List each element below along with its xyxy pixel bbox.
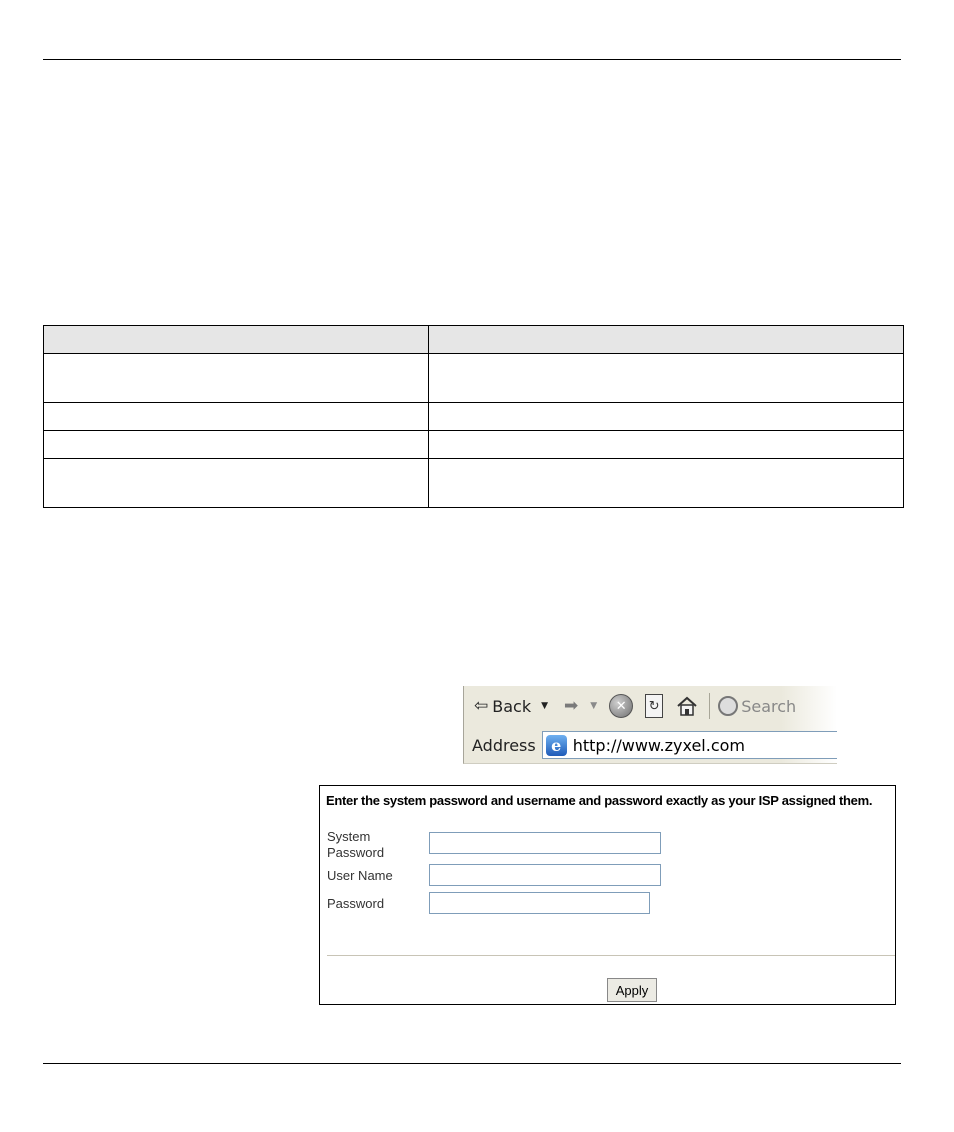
table-cell (44, 403, 429, 431)
user-name-input[interactable] (429, 864, 661, 886)
footer-rule (43, 1063, 901, 1064)
address-label: Address (472, 735, 536, 755)
internet-explorer-icon: e (546, 735, 567, 756)
table-row (44, 431, 904, 459)
table-row (44, 354, 904, 403)
user-name-label: User Name (327, 868, 393, 883)
system-password-label (327, 829, 384, 861)
search-label[interactable]: Search (741, 696, 797, 716)
back-arrow-icon: ⇦ (474, 696, 489, 716)
forward-button[interactable]: ➡ (564, 696, 579, 716)
table-cell (429, 431, 904, 459)
back-dropdown-icon[interactable]: ▼ (541, 701, 549, 711)
form-heading: Enter the system password and username and password exactly as your ISP assigned them. (326, 793, 873, 808)
table-cell (429, 459, 904, 508)
table-cell (44, 431, 429, 459)
password-input[interactable] (429, 892, 650, 914)
system-password-label-line1: System (327, 829, 371, 844)
home-icon[interactable] (675, 695, 699, 717)
form-divider (327, 955, 895, 956)
back-button[interactable] (474, 696, 531, 716)
search-icon[interactable] (718, 696, 738, 716)
toolbar-separator (709, 693, 710, 719)
browser-toolbar (464, 686, 837, 726)
refresh-icon[interactable]: ↻ (645, 694, 663, 718)
stop-icon[interactable]: ✕ (609, 694, 633, 718)
table-header-cell (429, 326, 904, 354)
table-cell (44, 459, 429, 508)
browser-toolbar-screenshot (463, 686, 837, 764)
apply-button[interactable]: Apply (607, 978, 657, 1002)
isp-login-form (319, 785, 896, 1005)
address-url: http://www.zyxel.com (572, 735, 745, 755)
forward-dropdown-icon[interactable]: ▼ (590, 701, 598, 711)
address-input[interactable] (542, 731, 837, 759)
address-bar (464, 729, 837, 761)
table-cell (44, 354, 429, 403)
system-password-label-line2: Password (327, 845, 385, 860)
table-row (44, 403, 904, 431)
table-cell (429, 354, 904, 403)
system-password-input[interactable] (429, 832, 661, 854)
header-rule (43, 59, 901, 60)
table-row (44, 459, 904, 508)
table-cell (429, 403, 904, 431)
back-label: Back (492, 696, 532, 716)
info-table (43, 325, 904, 508)
password-label: Password (327, 896, 385, 911)
table-header-cell (44, 326, 429, 354)
table-header-row (44, 326, 904, 354)
